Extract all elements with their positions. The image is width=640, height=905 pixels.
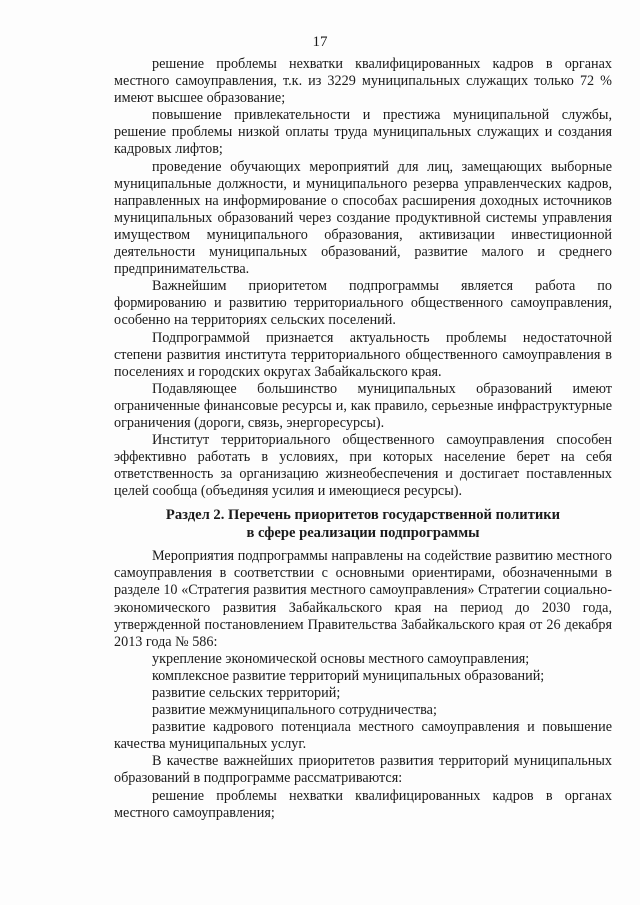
paragraph: проведение обучающих мероприятий для лиц, замещающих выборные муниципальные должности, и муниципального резерва управленческих кадров, направленных на информирование о способах расширения доходных источников муниципальных образований через создание продуктивной системы управления имуществом муниципального образования, активизации инвестиционной деятельности муниципальных образований, развитие малого и среднего предпринимательства.: [114, 158, 612, 278]
paragraph: комплексное развитие территорий муниципальных образований;: [152, 667, 545, 684]
section-heading: [114, 507, 612, 542]
paragraph: Подавляющее большинство муниципальных образований имеют ограниченные финансовые ресурсы и, как правило, серьезные инфраструктурные ограничения (дороги, связь, энергоресурсы).: [114, 380, 612, 431]
paragraph: В качестве важнейших приоритетов развития территорий муниципальных образований в подпрограмме рассматриваются:: [114, 753, 612, 787]
paragraphs-bottom: [114, 548, 612, 822]
paragraph: решение проблемы нехватки квалифицированных кадров в органах местного самоуправления;: [114, 787, 612, 821]
paragraph: Подпрограммой признается актуальность проблемы недостаточной степени развития института территориального общественного самоуправления в поселениях и городских округах Забайкальского края.: [114, 329, 612, 380]
page-number: 17: [312, 34, 328, 50]
document-body: [114, 56, 612, 822]
paragraphs-top: [114, 56, 612, 500]
paragraph: развитие межмуниципального сотрудничества;: [152, 702, 437, 719]
section-heading-line-1: Раздел 2. Перечень приоритетов государственной политики: [165, 507, 561, 524]
section-heading-line-2: в сфере реализации подпрограммы: [246, 524, 480, 541]
paragraph: развитие кадрового потенциала местного самоуправления и повышение качества муниципальных услуг.: [114, 719, 612, 753]
paragraph: Важнейшим приоритетом подпрограммы является работа по формированию и развитию территориального общественного самоуправления, особенно на территориях сельских поселений.: [114, 278, 612, 329]
paragraph: повышение привлекательности и престижа муниципальной службы, решение проблемы низкой оплаты труда муниципальных служащих и создания кадровых лифтов;: [114, 107, 612, 158]
paragraph: Институт территориального общественного самоуправления способен эффективно работать в условиях, при которых население берет на себя ответственность за организацию жизнеобеспечения и достигает поставленных целей сообща (объединяя усилия и имеющиеся ресурсы).: [114, 432, 612, 500]
paragraph: укрепление экономической основы местного самоуправления;: [152, 650, 530, 667]
paragraph: решение проблемы нехватки квалифицированных кадров в органах местного самоуправления, т.к. из 3229 муниципальных служащих только 72 % имеют высшее образование;: [114, 56, 612, 107]
paragraph: Мероприятия подпрограммы направлены на содействие развитию местного самоуправления в соответствии с основными ориентирами, обозначенными в разделе 10 «Стратегия развития местного самоуправления» Стратегии социально-экономического развития Забайкальского края на период до 2030 года, утвержденной постановлением Правительства Забайкальского края от 26 декабря 2013 года № 586:: [114, 548, 612, 650]
paragraph: развитие сельских территорий;: [152, 685, 341, 701]
